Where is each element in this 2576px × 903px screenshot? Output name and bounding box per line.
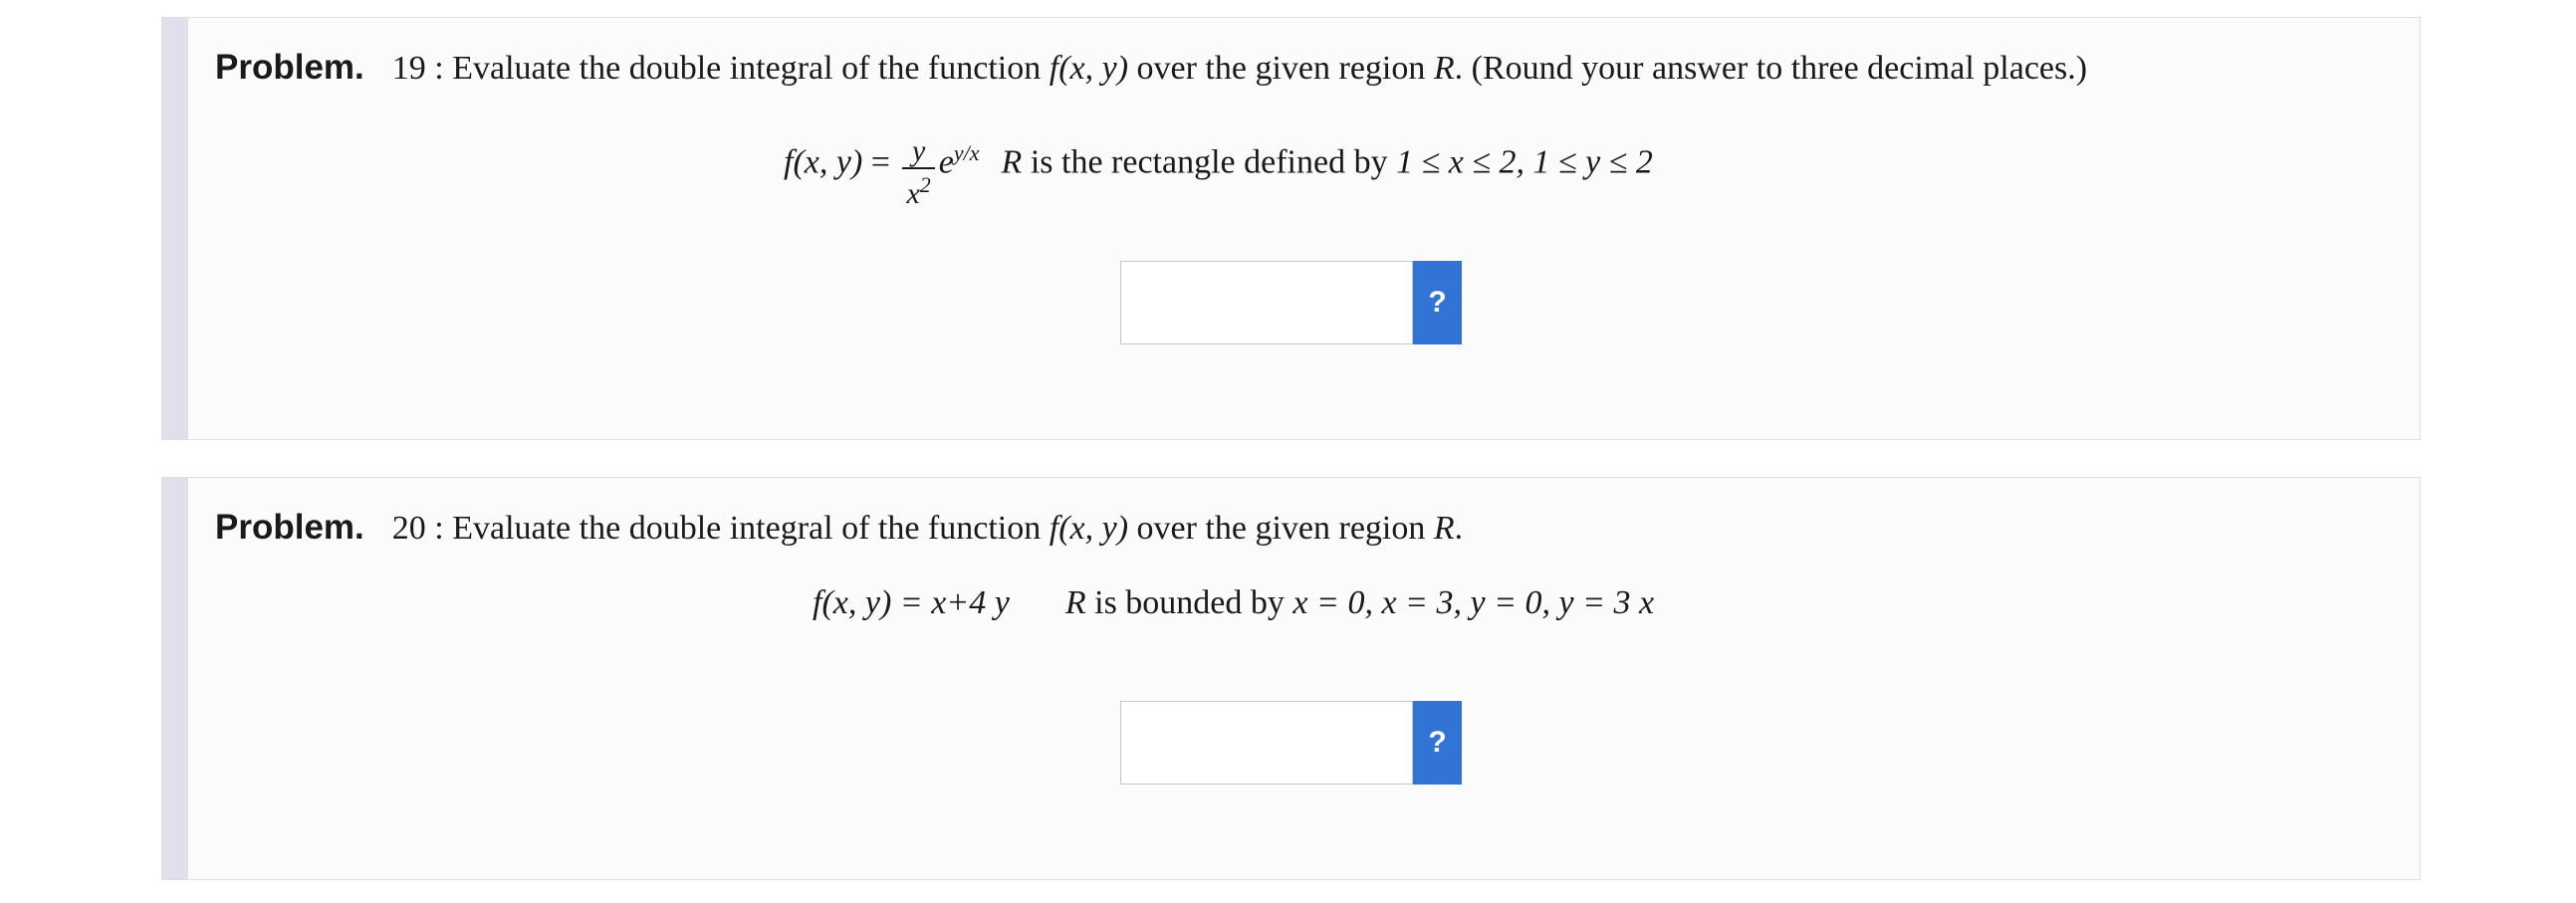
formula-lhs: f(x, y) (784, 143, 863, 181)
function-definition (784, 127, 1653, 210)
exponential-base: e (938, 143, 954, 181)
region-symbol: R (1433, 50, 1455, 87)
problem-label: Problem. (215, 508, 364, 547)
problem-text-part-1: Evaluate the double integral of the function (452, 510, 1050, 547)
help-button[interactable]: ? (1413, 701, 1462, 785)
answer-row (1120, 261, 1459, 346)
answer-input[interactable] (1120, 701, 1413, 785)
region-symbol: R (1433, 510, 1455, 547)
problem-statement (215, 46, 2087, 91)
problem-20-card (161, 477, 2421, 880)
function-name: f (1049, 510, 1059, 547)
problem-number: 20 (391, 510, 426, 547)
function-args: (x, y) (1058, 50, 1129, 87)
fraction-numerator: y (902, 135, 934, 169)
problem-separator: : (425, 510, 453, 547)
region-description: is bounded by (1085, 584, 1293, 621)
problem-label: Problem. (215, 48, 364, 87)
problem-text-part-2: over the given region (1128, 510, 1434, 547)
region-bounds: x = 0, x = 3, y = 0, y = 3 x (1292, 584, 1655, 621)
problem-text-part-1: Evaluate the double integral of the function (452, 50, 1050, 87)
formula-expression: f(x, y) = x+4 y (813, 584, 1010, 621)
region-bounds: 1 ≤ x ≤ 2, 1 ≤ y ≤ 2 (1396, 143, 1653, 181)
problem-text-part-3: . (Round your answer to three decimal places.) (1454, 50, 2088, 87)
problem-19-card (161, 17, 2421, 440)
problem-statement (215, 506, 1463, 551)
region-description: is the rectangle defined by (1022, 143, 1397, 181)
problem-text-part-3: . (1454, 510, 1464, 547)
function-definition (813, 581, 1654, 625)
problem-number: 19 (391, 50, 426, 87)
problem-accent-stripe (162, 478, 188, 879)
equals-sign: = (862, 143, 899, 181)
fraction (902, 135, 934, 210)
region-variable: R (1001, 143, 1023, 181)
function-args: (x, y) (1058, 510, 1129, 547)
exponential-power: y/x (953, 139, 980, 165)
denominator-exponent: 2 (919, 172, 931, 197)
answer-row (1120, 701, 1459, 787)
fraction-denominator (902, 169, 934, 210)
denominator-base: x (906, 177, 920, 210)
problem-separator: : (425, 50, 453, 87)
region-variable: R (1064, 584, 1086, 621)
problem-text-part-2: over the given region (1128, 50, 1434, 87)
function-name: f (1049, 50, 1059, 87)
help-button[interactable]: ? (1413, 261, 1462, 344)
answer-input[interactable] (1120, 261, 1413, 344)
problem-accent-stripe (162, 18, 188, 439)
